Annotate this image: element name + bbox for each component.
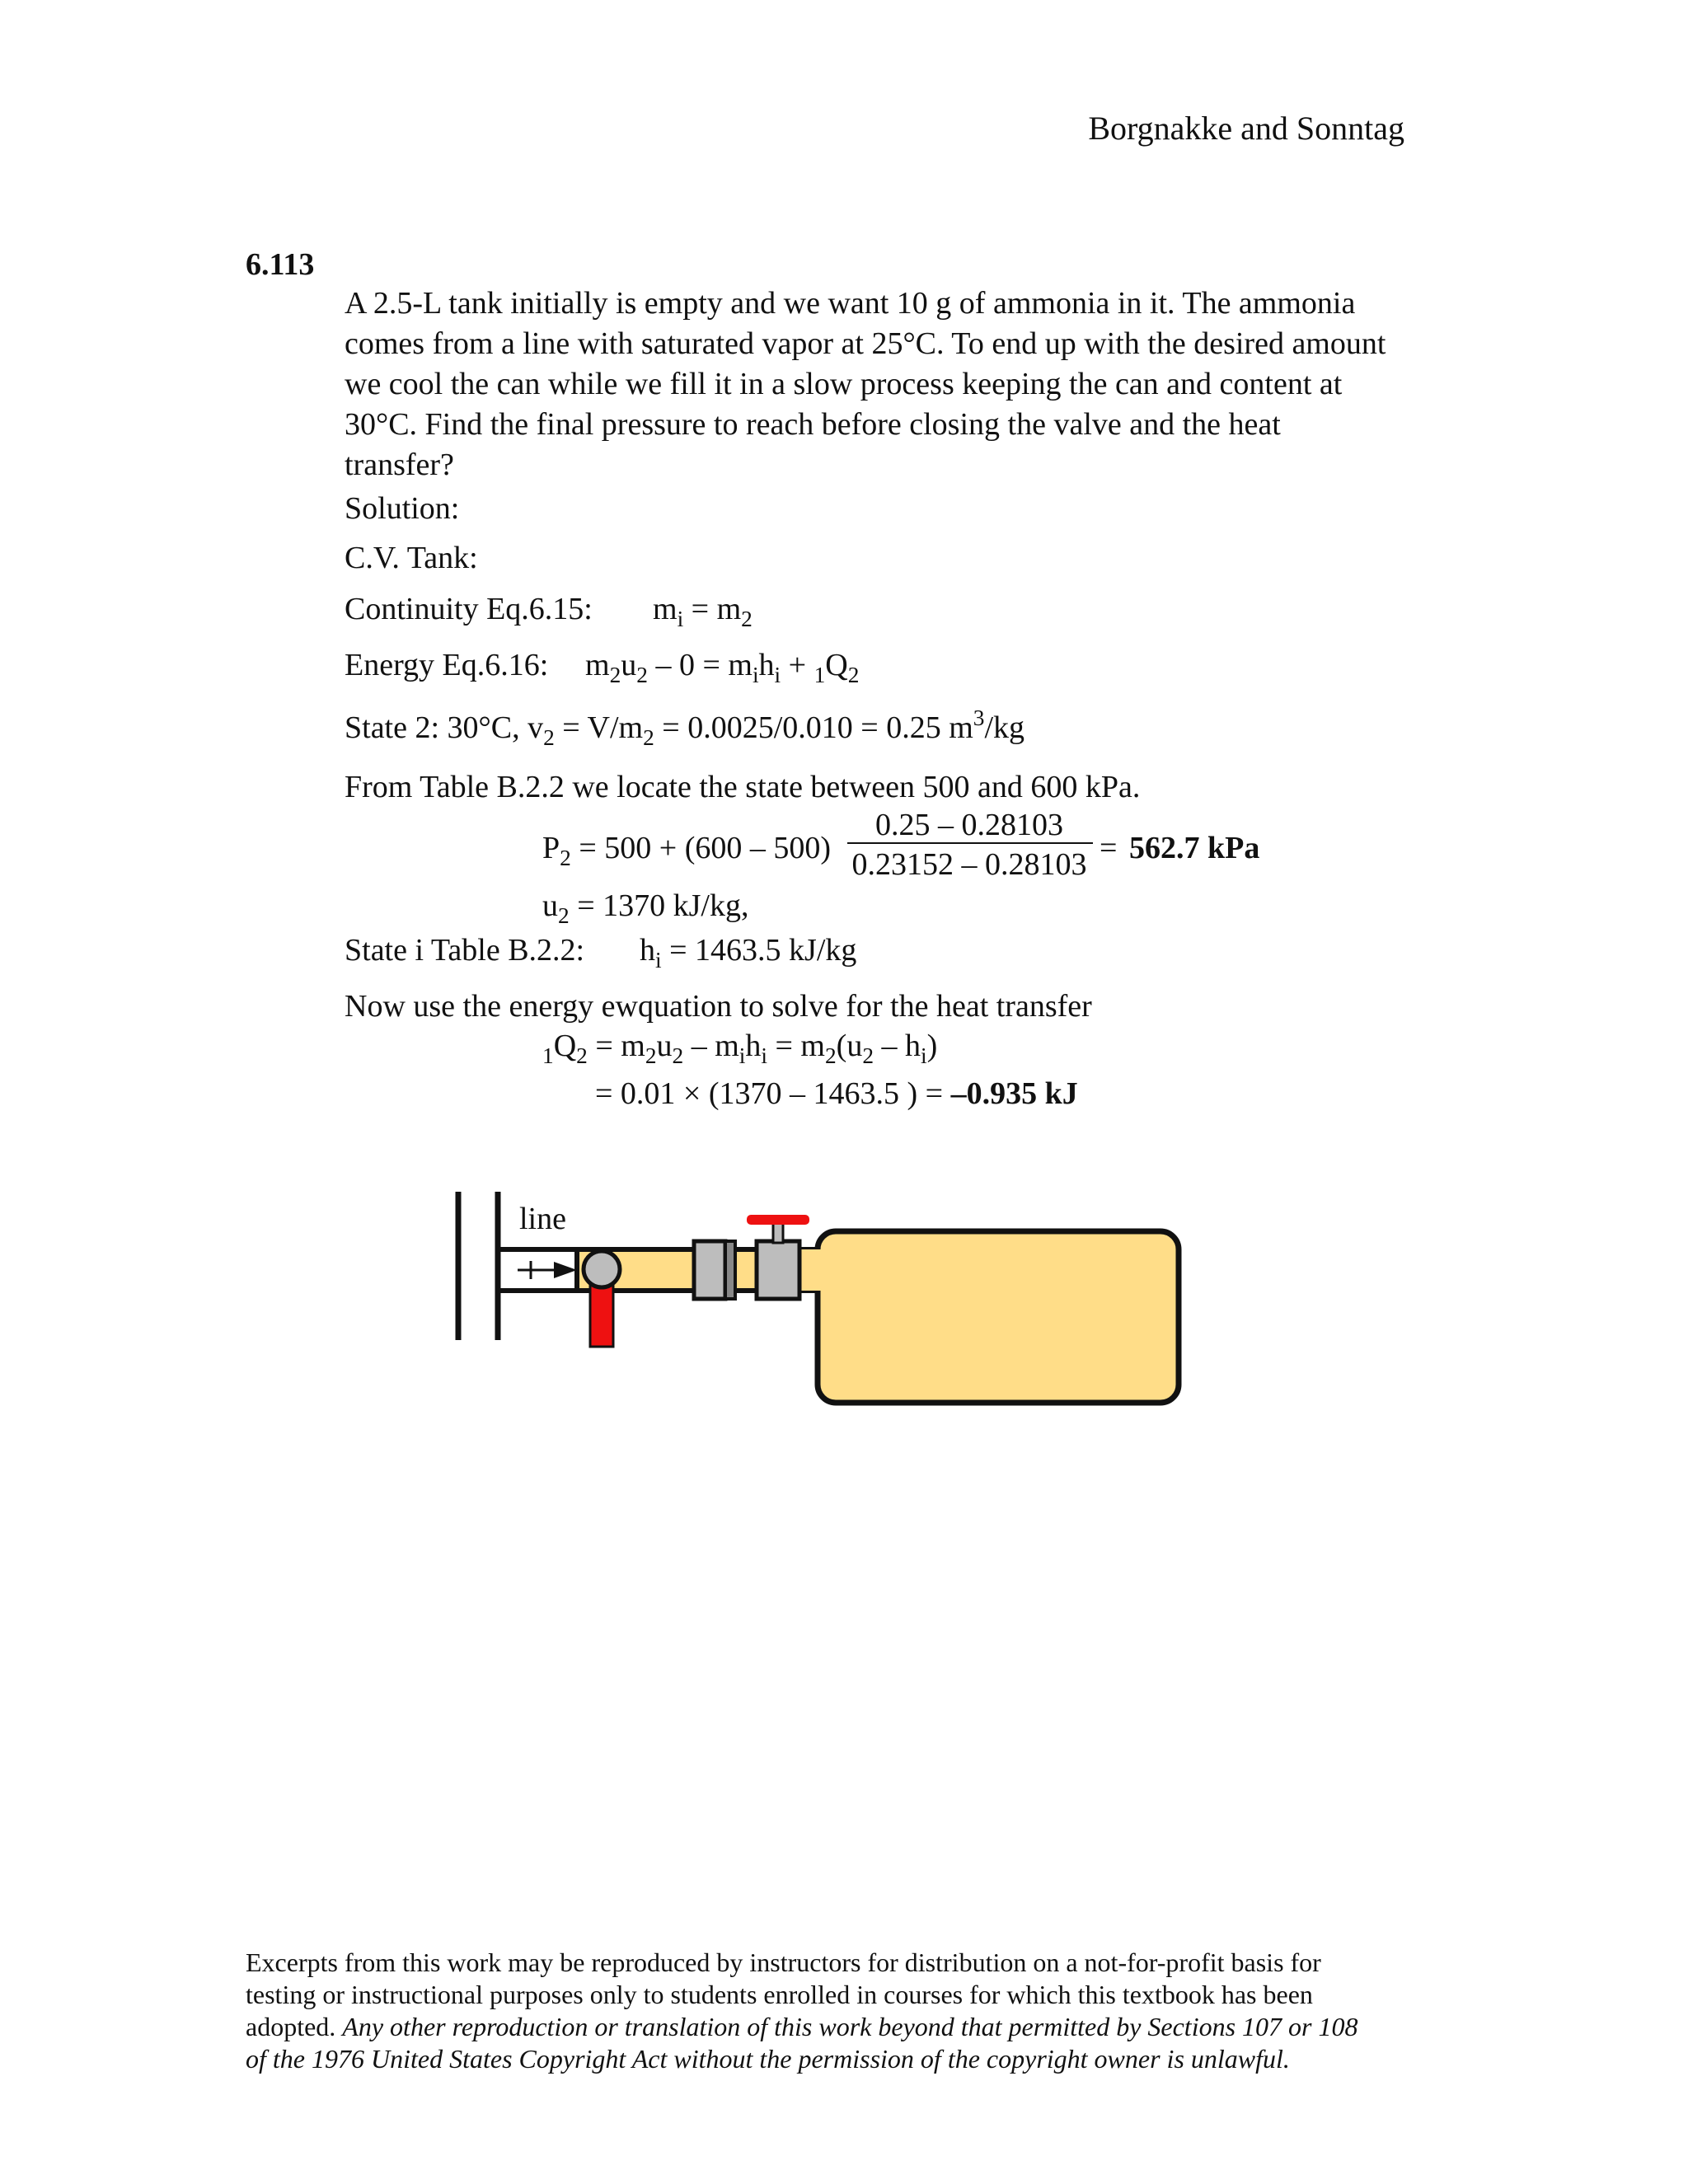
u2-line: $u_2 = 1370$ kJ/kg, bbox=[542, 888, 749, 928]
state2-unit: /kg bbox=[984, 710, 1025, 745]
solution-heading: Solution: bbox=[345, 491, 460, 526]
p2-lhs: $P_2 = 500 + (600 - 500)$ bbox=[542, 831, 831, 870]
outlet-valve-handle bbox=[747, 1215, 809, 1225]
energy-sentence: Now use the energy ewquation to solve for the heat transfer bbox=[345, 989, 1092, 1024]
p2-result: 562.7 kPa bbox=[1129, 831, 1260, 865]
p2-numerator: 0.25 – 0.28103 bbox=[875, 808, 1063, 842]
energy-label: Energy Eq.6.16: bbox=[345, 648, 549, 682]
statement-line: transfer? bbox=[345, 448, 454, 482]
heat-transfer-result: –0.935 kJ bbox=[950, 1076, 1078, 1111]
p2-equals: = bbox=[1100, 831, 1118, 865]
outlet-valve-body bbox=[757, 1241, 799, 1299]
coupling-left bbox=[694, 1241, 725, 1299]
tank-body bbox=[818, 1231, 1179, 1403]
line-label: line bbox=[519, 1202, 566, 1236]
hi-value: = 1463.5 kJ/kg bbox=[661, 933, 857, 968]
footer-line: Excerpts from this work may be reproduced by instructors for distribution on a not-for-profit basis for bbox=[246, 1947, 1321, 1977]
energy-equation: $m_2u_2 - 0 = m_ih_i + _1Q_2$ bbox=[585, 648, 860, 687]
p2-denominator: 0.23152 – 0.28103 bbox=[851, 847, 1087, 882]
table-sentence: From Table B.2.2 we locate the state between 500 and 600 kPa. bbox=[345, 770, 1141, 804]
footer-line3-normal: adopted. bbox=[246, 2012, 343, 2041]
statei-label: State i Table B.2.2: bbox=[345, 933, 585, 968]
footer-line4-italic: of the 1976 United States Copyright Act without the permission of the copyright owner is unlawful. bbox=[246, 2044, 1290, 2074]
continuity-equation: $m_i = m_2$ bbox=[653, 592, 753, 631]
statement-line: 30°C. Find the final pressure to reach before closing the valve and the heat bbox=[345, 407, 1281, 442]
p2-lhs-text: = 500 + (600 – 500) bbox=[570, 831, 831, 865]
u2-value: = 1370 kJ/kg, bbox=[569, 888, 749, 923]
statement-line: comes from a line with saturated vapor at 25°C. To end up with the desired amount bbox=[345, 326, 1386, 361]
coupling-right bbox=[725, 1241, 735, 1299]
outlet-valve-stem bbox=[773, 1223, 783, 1243]
footer-line bbox=[246, 2011, 1432, 2043]
continuity-label: Continuity Eq.6.15: bbox=[345, 592, 593, 626]
state2-line: State 2: 30°C, $v_2 = V/m_2 = 0.0025/0.010 = 0.25$ $m^3/kg$ bbox=[345, 705, 1025, 750]
statement-line: we cool the can while we fill it in a slow process keeping the can and content at bbox=[345, 367, 1343, 401]
inlet-valve-body bbox=[584, 1251, 620, 1287]
control-volume: C.V. Tank: bbox=[345, 541, 478, 575]
state2-label: State 2: 30°C, bbox=[345, 710, 528, 745]
heat-transfer-eq-2-prefix: = 0.01 × (1370 – 1463.5 ) = bbox=[595, 1076, 951, 1111]
problem-number: 6.113 bbox=[246, 247, 315, 282]
flow-arrow-head bbox=[554, 1262, 577, 1278]
heat-transfer-eq-1: $_1Q_2 = m_2u_2 - m_ih_i = m_2(u_2 - h_i)$ bbox=[542, 1029, 938, 1068]
footer-line3-italic: Any other reproduction or translation of this work beyond that permitted by Sections 107 or 108 bbox=[342, 2012, 1358, 2041]
state2-value: = 0.0025/0.010 = 0.25 m bbox=[654, 710, 973, 745]
page-header-authors: Borgnakke and Sonntag bbox=[1088, 110, 1404, 147]
state2-expr: = V/m bbox=[554, 710, 644, 745]
copyright-footer bbox=[246, 1947, 1432, 2075]
footer-line: testing or instructional purposes only to students enrolled in courses for which this textbook has been bbox=[246, 1980, 1313, 2009]
hi-line: $h_i = 1463.5$ kJ/kg bbox=[640, 933, 857, 972]
statement-line: A 2.5-L tank initially is empty and we want 10 g of ammonia in it. The ammonia bbox=[345, 286, 1356, 321]
